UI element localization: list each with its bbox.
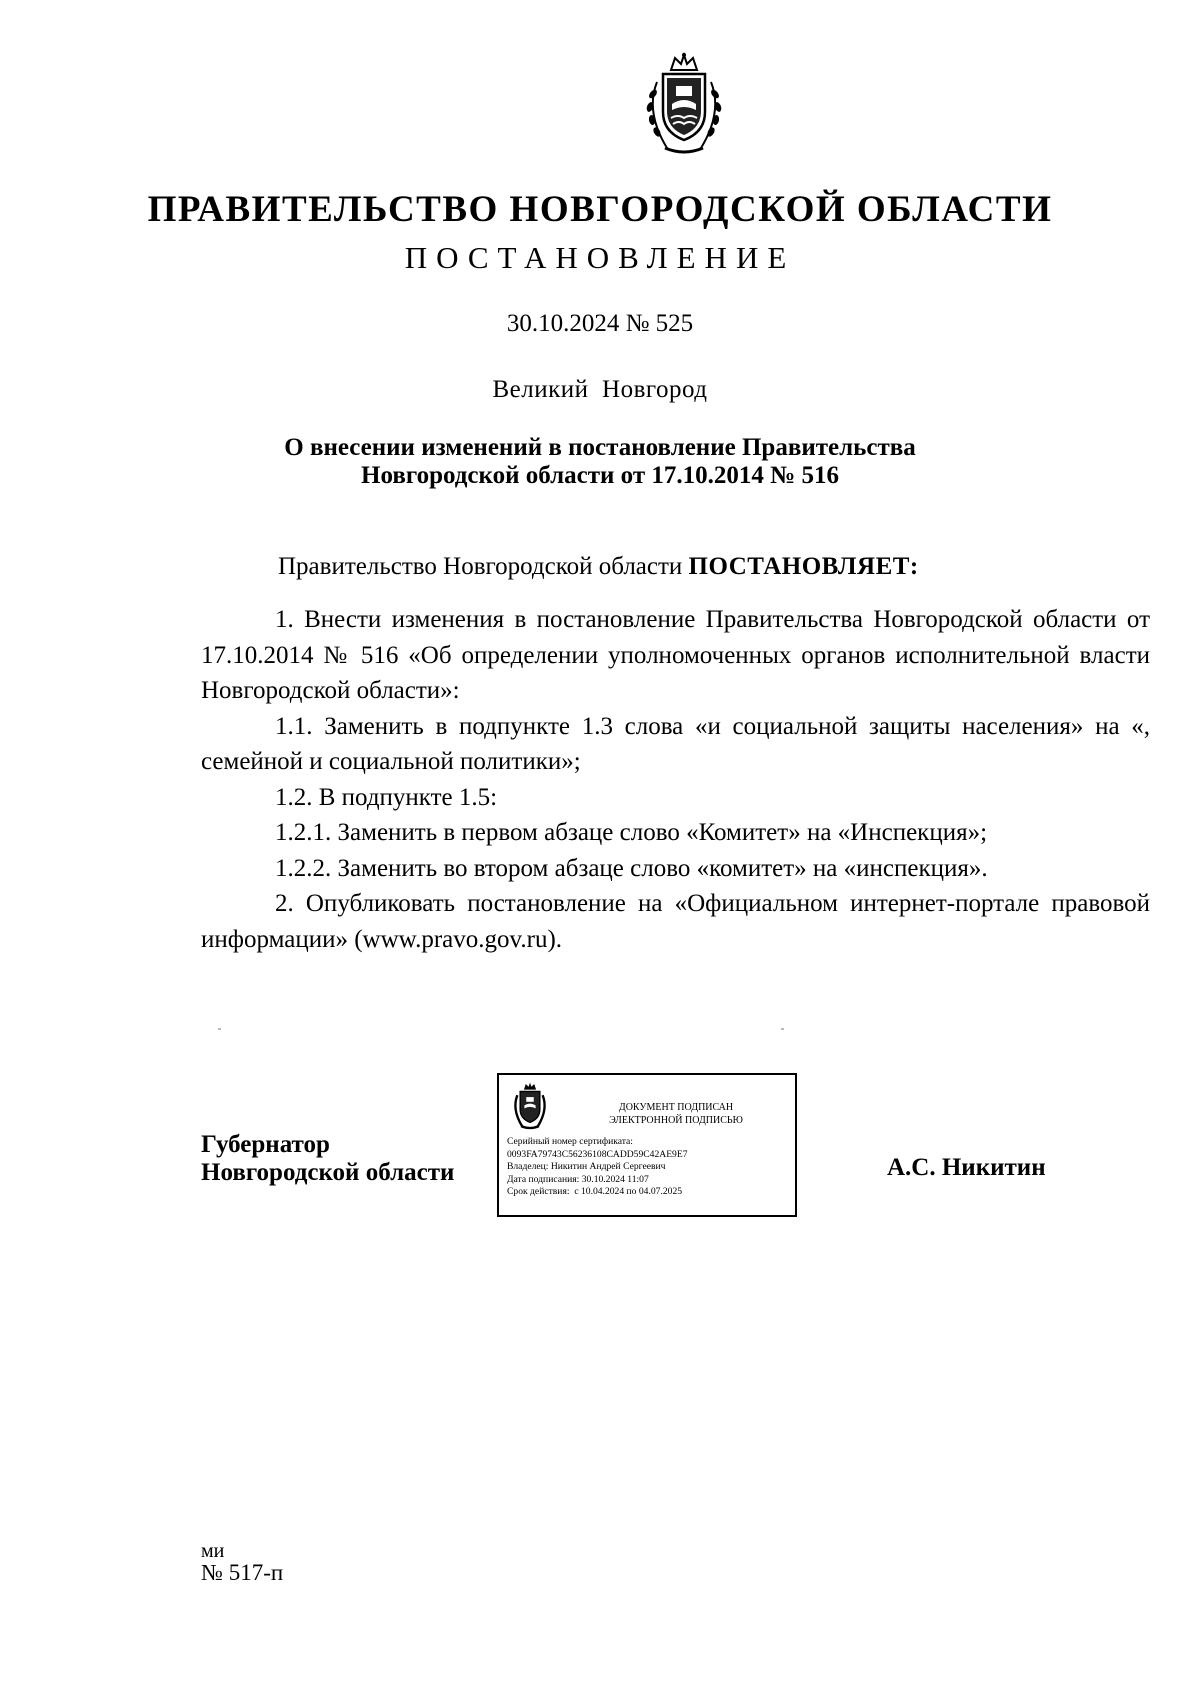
- paragraph-1-2-2: 1.2.2. Заменить во втором абзаце слово «комитет» на «инспекция».: [275, 854, 988, 882]
- government-title: ПРАВИТЕЛЬСТВО НОВГОРОДСКОЙ ОБЛАСТИ: [147, 189, 1053, 230]
- document-subject: [0, 434, 1200, 490]
- footer-registration: [201, 1540, 283, 1584]
- document-type: ПОСТАНОВЛЕНИЕ: [404, 240, 796, 275]
- coat-of-arms-icon: [508, 1081, 552, 1131]
- paragraph-1-2-1: 1.2.1. Заменить в первом абзаце слово «Комитет» на «Инспекция»;: [275, 819, 988, 846]
- signer-name: А.С. Никитин: [887, 1154, 1046, 1181]
- governor-title-line-1: Губернатор: [201, 1131, 330, 1158]
- stamp-owner: Владелец: Никитин Андрей Сергеевич: [507, 1161, 666, 1173]
- footer-initials: ми: [201, 1540, 225, 1562]
- document-city: Великий Новгород: [492, 376, 708, 403]
- subject-line-2: Новгородской области от 17.10.2014 № 516: [361, 462, 839, 489]
- preamble-decree-word: ПОСТАНОВЛЯЕТ:: [688, 553, 919, 580]
- governor-title-line-2: Новгородской области: [201, 1159, 455, 1186]
- footer-number: № 517-п: [201, 1560, 284, 1585]
- preamble: [278, 553, 919, 581]
- scan-mark: [781, 1028, 784, 1030]
- subject-line-1: О внесении изменений в постановление Правительства: [284, 434, 916, 461]
- governor-title: [201, 1131, 454, 1187]
- stamp-title-line-2: ЭЛЕКТРОННОЙ ПОДПИСЬЮ: [609, 1115, 743, 1126]
- scan-mark: [218, 1028, 221, 1030]
- document-date-number: 30.10.2024 № 525: [506, 310, 694, 337]
- stamp-title: [561, 1101, 791, 1127]
- decree-body: [201, 602, 1150, 957]
- paragraph-1-2: 1.2. В подпункте 1.5:: [275, 783, 498, 811]
- stamp-serial-label: Серийный номер сертификата:: [507, 1136, 633, 1147]
- paragraph-1-1: 1.1. Заменить в подпункте 1.3 слова «и социальной защиты населения» на «, семейной и социальной политики»;: [201, 712, 1150, 775]
- paragraph-2: 2. Опубликовать постановление на «Официальном интернет-портале правовой информации» (www.pravo.gov.ru).: [201, 890, 1150, 953]
- stamp-title-line-1: ДОКУМЕНТ ПОДПИСАН: [618, 1102, 734, 1113]
- stamp-signed-date: Дата подписания: 30.10.2024 11:07: [507, 1173, 649, 1185]
- preamble-text: Правительство Новгородской области: [278, 553, 689, 580]
- coat-of-arms-icon: [637, 52, 731, 158]
- stamp-details: [507, 1136, 688, 1199]
- electronic-signature-stamp: [497, 1073, 797, 1217]
- paragraph-1: 1. Внести изменения в постановление Правительства Новгородской области от 17.10.2014 № 516 «Об определении уполномоченных органов исполнительной власти Новгородской области»:: [201, 606, 1150, 704]
- stamp-serial-value: 0093FA79743C56236108CADD59C42AE9E7: [507, 1148, 688, 1160]
- stamp-validity: Срок действия: с 10.04.2024 по 04.07.2025: [507, 1186, 683, 1198]
